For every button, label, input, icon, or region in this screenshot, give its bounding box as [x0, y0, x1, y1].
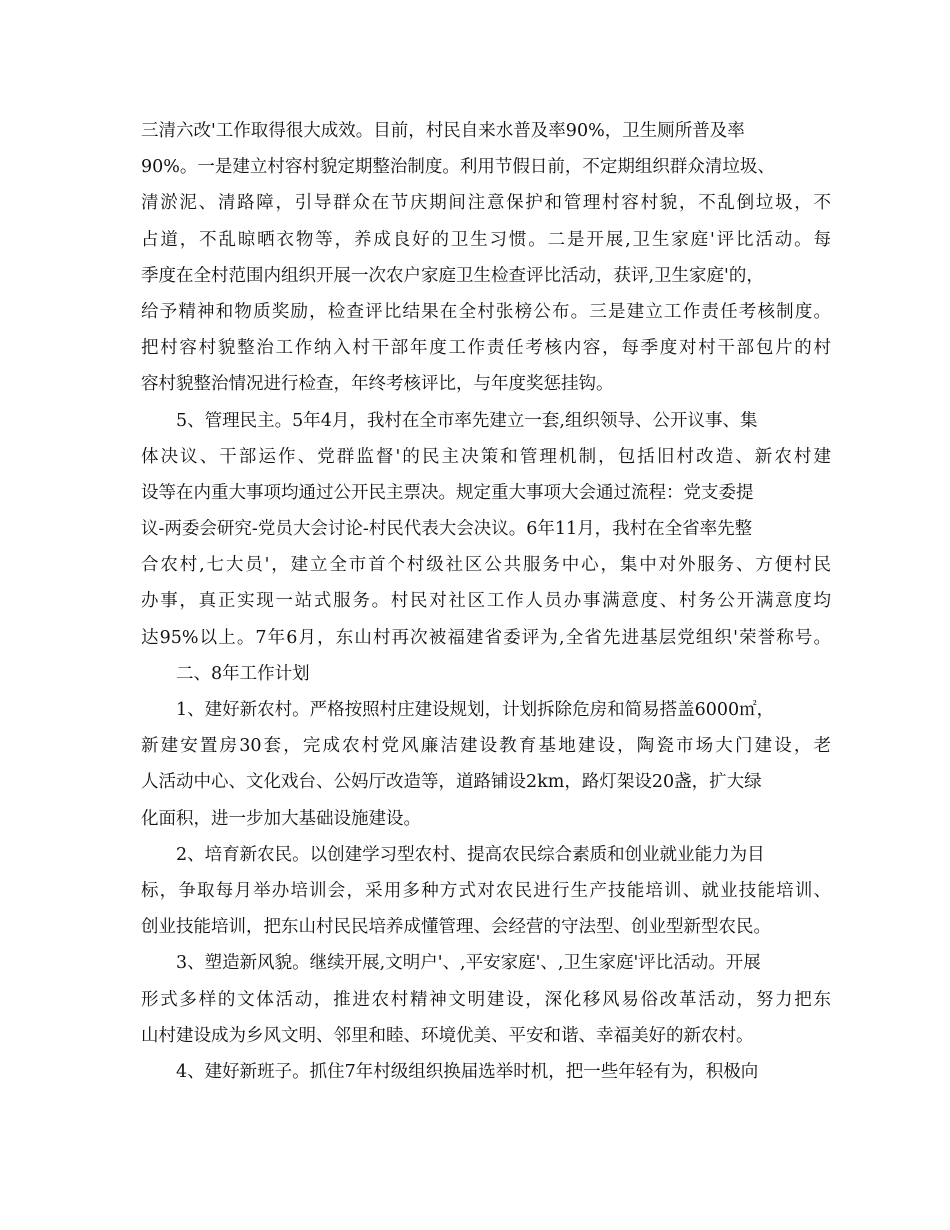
- text-line: 人活动中心、文化戏台、公妈厅改造等，道路铺设2km，路灯架设20盏，扩大绿: [141, 772, 762, 793]
- text-line: 三清六改'工作取得很大成效。目前，村民自来水普及率90%，卫生厕所普及率: [141, 121, 745, 141]
- text-line: 清淤泥、清路障，引导群众在节庆期间注意保护和管理村容村貌，不乱倒垃圾，不: [141, 193, 831, 214]
- section-heading: 二、8年工作计划: [176, 663, 310, 684]
- text-line: 占道，不乱晾晒衣物等，养成良好的卫生习惯。二是开展,卫生家庭'评比活动。每: [141, 229, 831, 250]
- text-line: 创业技能培训，把东山村民民培养成懂管理、会经营的守法型、创业型新型农民。: [141, 917, 771, 938]
- text-line: 化面积，进一步加大基础设施建设。: [141, 808, 421, 829]
- text-line: 达95%以上。7年6月，东山村再次被福建省委评为,全省先进基层党组织'荣誉称号。: [141, 627, 831, 648]
- document-body: [141, 113, 831, 1090]
- paragraph-start-line: 5、管理民主。5年4月，我村在全市率先建立一套,组织领导、公开议事、集: [176, 410, 758, 431]
- paragraph-start-line: 3、塑造新风貌。继续开展,文明户'、,平安家庭'、,卫生家庭'评比活动。开展: [176, 953, 761, 974]
- text-line: 季度在全村范围内组织开展一次农户家庭卫生检查评比活动，获评,卫生家庭'的，: [141, 265, 764, 286]
- text-line: 设等在内重大事项均通过公开民主票决。规定重大事项大会通过流程：党支委提: [141, 482, 754, 503]
- text-line: 新建安置房30套，完成农村党风廉洁建设教育基地建设，陶瓷市场大门建设，老: [141, 736, 831, 757]
- text-line: 容村貌整治情况进行检查，年终考核评比，与年度奖惩挂钩。: [141, 374, 614, 395]
- text-line: 形式多样的文体活动，推进农村精神文明建设，深化移风易俗改革活动，努力把东: [141, 989, 831, 1010]
- text-line: 山村建设成为乡风文明、邻里和睦、环境优美、平安和谐、幸福美好的新农村。: [141, 1025, 754, 1046]
- text-line: 给予精神和物质奖励，检查评比结果在全村张榜公布。三是建立工作责任考核制度。: [141, 301, 831, 322]
- text-line: 合农村,七大员'，建立全市首个村级社区公共服务中心，集中对外服务、方便村民: [141, 555, 831, 576]
- paragraph-start-line: 2、培育新农民。以创建学习型农村、提高农民综合素质和创业就业能力为目: [176, 844, 765, 865]
- text-line: 标，争取每月举办培训会，采用多种方式对农民进行生产技能培训、就业技能培训、: [141, 880, 831, 901]
- paragraph-start-line: 1、建好新农村。严格按照村庄建设规划，计划拆除危房和简易搭盖6000㎡，: [176, 700, 775, 720]
- text-line: 把村容村貌整治工作纳入村干部年度工作责任考核内容，每季度对村干部包片的村: [141, 338, 831, 359]
- text-line: 90%。一是建立村容村貌定期整治制度。利用节假日前，不定期组织群众清垃圾、: [141, 157, 775, 178]
- text-line: 办事，真正实现一站式服务。村民对社区工作人员办事满意度、村务公开满意度均: [141, 591, 831, 612]
- text-line: 议-两委会研究-党员大会讨论-村民代表大会决议。6年11月，我村在全省率先整: [141, 519, 753, 540]
- text-line: 体决议、干部运作、党群监督'的民主决策和管理机制，包括旧村改造、新农村建: [141, 446, 831, 467]
- paragraph-start-line: 4、建好新班子。抓住7年村级组织换届选举时机，把一些年轻有为，积极向: [176, 1061, 759, 1082]
